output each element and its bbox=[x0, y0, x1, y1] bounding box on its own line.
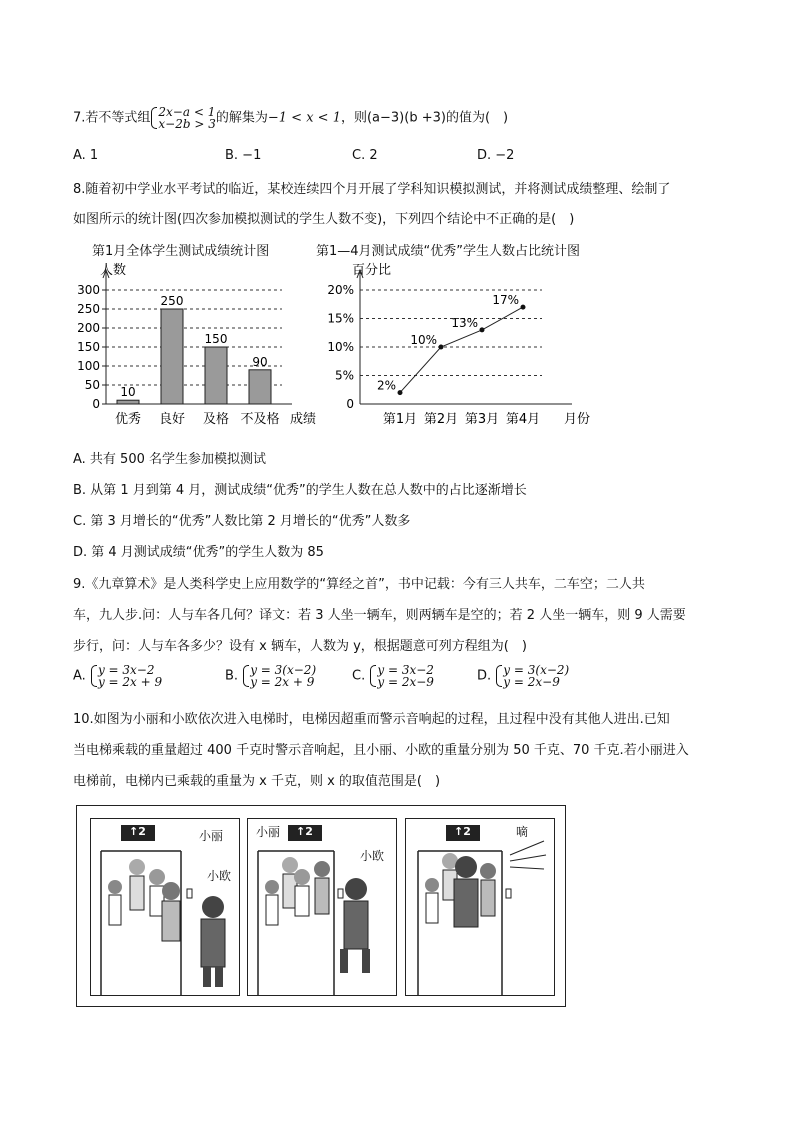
q9-option-a[interactable] bbox=[73, 664, 162, 688]
line-y-tick-label: 10% bbox=[327, 340, 354, 354]
line-y-tick-label: 15% bbox=[327, 311, 354, 326]
q9-option-d-eq1: y = 3(x−2) bbox=[503, 663, 570, 677]
bar-category-label: 不及格 bbox=[240, 412, 280, 427]
q9-option-b-eq2: y = 2x + 9 bbox=[250, 675, 315, 689]
q9-option-d-eq2: y = 2x−9 bbox=[503, 675, 560, 689]
q9-option-b[interactable] bbox=[225, 664, 316, 688]
panel-3-floor-indicator: ↑2 bbox=[454, 825, 471, 838]
q10-stem-line3: 电梯前，电梯内已乘载的重量为 x 千克，则 x 的取值范围是( ) bbox=[73, 774, 441, 789]
q8-option-d[interactable]: D. 第 4 月测试成绩“优秀”的学生人数为 85 bbox=[73, 545, 324, 560]
q7-inequality-system bbox=[150, 106, 215, 130]
bar-chart-title: 第1月全体学生测试成绩统计图 bbox=[92, 244, 270, 259]
bar-value-label: 10 bbox=[120, 385, 136, 400]
q9-stem-line1: 9.《九章算术》是人类科学史上应用数学的“算经之首”，书中记载：今有三人共车，二车空；二人共 bbox=[73, 577, 645, 592]
panel-2-floor-indicator: ↑2 bbox=[296, 825, 313, 838]
q8-option-a[interactable]: A. 共有 500 名学生参加模拟测试 bbox=[73, 452, 267, 467]
bar-x-axis-label: 成绩 bbox=[290, 412, 317, 427]
elevator-scene-2 bbox=[248, 819, 396, 995]
q9-option-c-eq1: y = 3x−2 bbox=[377, 663, 434, 677]
q9-option-d[interactable] bbox=[477, 664, 569, 688]
q9-option-c-eq2: y = 2x−9 bbox=[377, 675, 434, 689]
q9-option-a-eq2: y = 2x + 9 bbox=[97, 675, 163, 689]
q7-system-line2: x−2b > 3 bbox=[158, 117, 216, 131]
q10-stem-line1: 10.如图为小丽和小欧依次进入电梯时，电梯因超重而警示音响起的过程，且过程中没有其他人进出.已知 bbox=[73, 712, 670, 727]
bar-y-tick-label: 150 bbox=[77, 340, 100, 354]
panel-2-label-xiaoli: 小丽 bbox=[256, 825, 281, 839]
bar-y-tick-label: 50 bbox=[84, 378, 100, 392]
line-point-2 bbox=[480, 327, 485, 332]
line-point-1 bbox=[439, 345, 444, 350]
q9-option-a-label: A. bbox=[73, 668, 86, 684]
bar-y-axis-label: 人数 bbox=[100, 263, 127, 278]
q9-option-d-system bbox=[495, 664, 569, 688]
line-y-tick-label: 20% bbox=[327, 283, 354, 297]
bar-y-tick-label: 200 bbox=[77, 321, 100, 335]
panel-1-label-xiaoou: 小欧 bbox=[207, 869, 232, 883]
q9-option-b-label: B. bbox=[225, 668, 239, 684]
bar-value-label: 90 bbox=[252, 354, 268, 369]
elevator-panel-3 bbox=[405, 818, 555, 996]
elevator-panel-1 bbox=[90, 818, 240, 996]
q7-prefix: 7.若不等式组 bbox=[73, 110, 151, 126]
bar-y-tick-label: 250 bbox=[77, 302, 100, 316]
bar-y-tick-label: 0 bbox=[92, 397, 100, 411]
panel-3-label-beep: 嘀 bbox=[516, 825, 529, 839]
bar-0 bbox=[117, 400, 139, 404]
bar-chart bbox=[70, 262, 320, 432]
bar-value-label: 150 bbox=[204, 332, 228, 346]
line-category-label: 第1月 bbox=[382, 412, 418, 427]
q7-mid-text: 的解集为 bbox=[215, 110, 268, 126]
q9-stem-line2: 车，九人步.问：人与车各几何？译文：若 3 人坐一辆车，则两辆车是空的；若 2 人坐一辆车，则 9 人需要 bbox=[73, 608, 686, 623]
line-value-label: 10% bbox=[410, 333, 437, 347]
line-point-3 bbox=[521, 305, 526, 310]
q9-option-b-system bbox=[242, 664, 316, 688]
bar-1 bbox=[161, 309, 183, 404]
bar-y-tick-label: 300 bbox=[77, 283, 100, 297]
elevator-scene-3 bbox=[406, 819, 554, 995]
bar-category-label: 良好 bbox=[158, 412, 186, 427]
panel-1-floor-indicator: ↑2 bbox=[129, 825, 146, 838]
line-chart bbox=[320, 262, 610, 432]
q7-option-c[interactable]: C. 2 bbox=[352, 148, 378, 163]
q9-stem-line3: 步行，问：人与车各多少？设有 x 辆车，人数为 y，根据题意可列方程组为( ) bbox=[73, 639, 527, 654]
q9-option-c[interactable] bbox=[352, 664, 434, 688]
line-chart-title: 第1—4月测试成绩“优秀”学生人数占比统计图 bbox=[316, 244, 581, 259]
bar-y-tick-label: 100 bbox=[77, 359, 100, 373]
elevator-scene-1 bbox=[91, 819, 239, 995]
line-y-tick-label: 5% bbox=[334, 368, 354, 383]
bar-3 bbox=[249, 370, 271, 404]
line-category-label: 第4月 bbox=[505, 412, 541, 427]
line-value-label: 13% bbox=[451, 315, 478, 330]
line-category-label: 第2月 bbox=[423, 412, 459, 427]
q7-suffix: ，则(a−3)(b +3)的值为( ) bbox=[340, 110, 509, 126]
panel-2-label-xiaoou: 小欧 bbox=[360, 849, 385, 863]
line-y-axis-label: 百分比 bbox=[352, 263, 392, 278]
q7-stem bbox=[73, 106, 508, 130]
q9-option-a-system bbox=[90, 664, 162, 688]
bar-category-label: 优秀 bbox=[114, 412, 142, 427]
q8-option-b[interactable]: B. 从第 1 月到第 4 月，测试成绩“优秀”的学生人数在总人数中的占比逐渐增长 bbox=[73, 483, 527, 498]
line-y-tick-label: 0 bbox=[346, 397, 354, 411]
q7-system-line1: 2x−a < 1 bbox=[158, 105, 216, 119]
q7-option-d[interactable]: D. −2 bbox=[477, 148, 515, 163]
q7-option-a[interactable]: A. 1 bbox=[73, 148, 99, 163]
q9-option-b-eq1: y = 3(x−2) bbox=[250, 663, 317, 677]
bar-category-label: 及格 bbox=[202, 412, 230, 427]
bar-2 bbox=[205, 347, 227, 404]
bar-value-label: 250 bbox=[160, 294, 184, 308]
q9-option-c-label: C. bbox=[352, 668, 366, 684]
line-x-axis-label: 月份 bbox=[564, 412, 591, 427]
line-point-0 bbox=[398, 390, 403, 395]
q9-option-c-system bbox=[369, 664, 434, 688]
q7-solution-range: −1 < x < 1 bbox=[267, 110, 341, 126]
panel-1-label-xiaoli: 小丽 bbox=[199, 829, 224, 843]
elevator-panel-2 bbox=[247, 818, 397, 996]
q8-stem-line1: 8.随着初中学业水平考试的临近，某校连续四个月开展了学科知识模拟测试，并将测试成绩整理、绘制了 bbox=[73, 182, 671, 197]
q7-option-b[interactable]: B. −1 bbox=[225, 148, 262, 163]
q8-stem-line2: 如图所示的统计图(四次参加模拟测试的学生人数不变)，下列四个结论中不正确的是( ) bbox=[73, 212, 575, 227]
line-category-label: 第3月 bbox=[464, 412, 500, 427]
q9-option-d-label: D. bbox=[477, 668, 492, 684]
q9-option-a-eq1: y = 3x−2 bbox=[97, 663, 155, 677]
line-value-label: 2% bbox=[376, 378, 396, 393]
q10-stem-line2: 当电梯乘载的重量超过 400 千克时警示音响起，且小丽、小欧的重量分别为 50 千克、70 千克.若小丽进入 bbox=[73, 743, 689, 758]
q8-option-c[interactable]: C. 第 3 月增长的“优秀”人数比第 2 月增长的“优秀”人数多 bbox=[73, 514, 411, 529]
line-value-label: 17% bbox=[492, 293, 519, 308]
